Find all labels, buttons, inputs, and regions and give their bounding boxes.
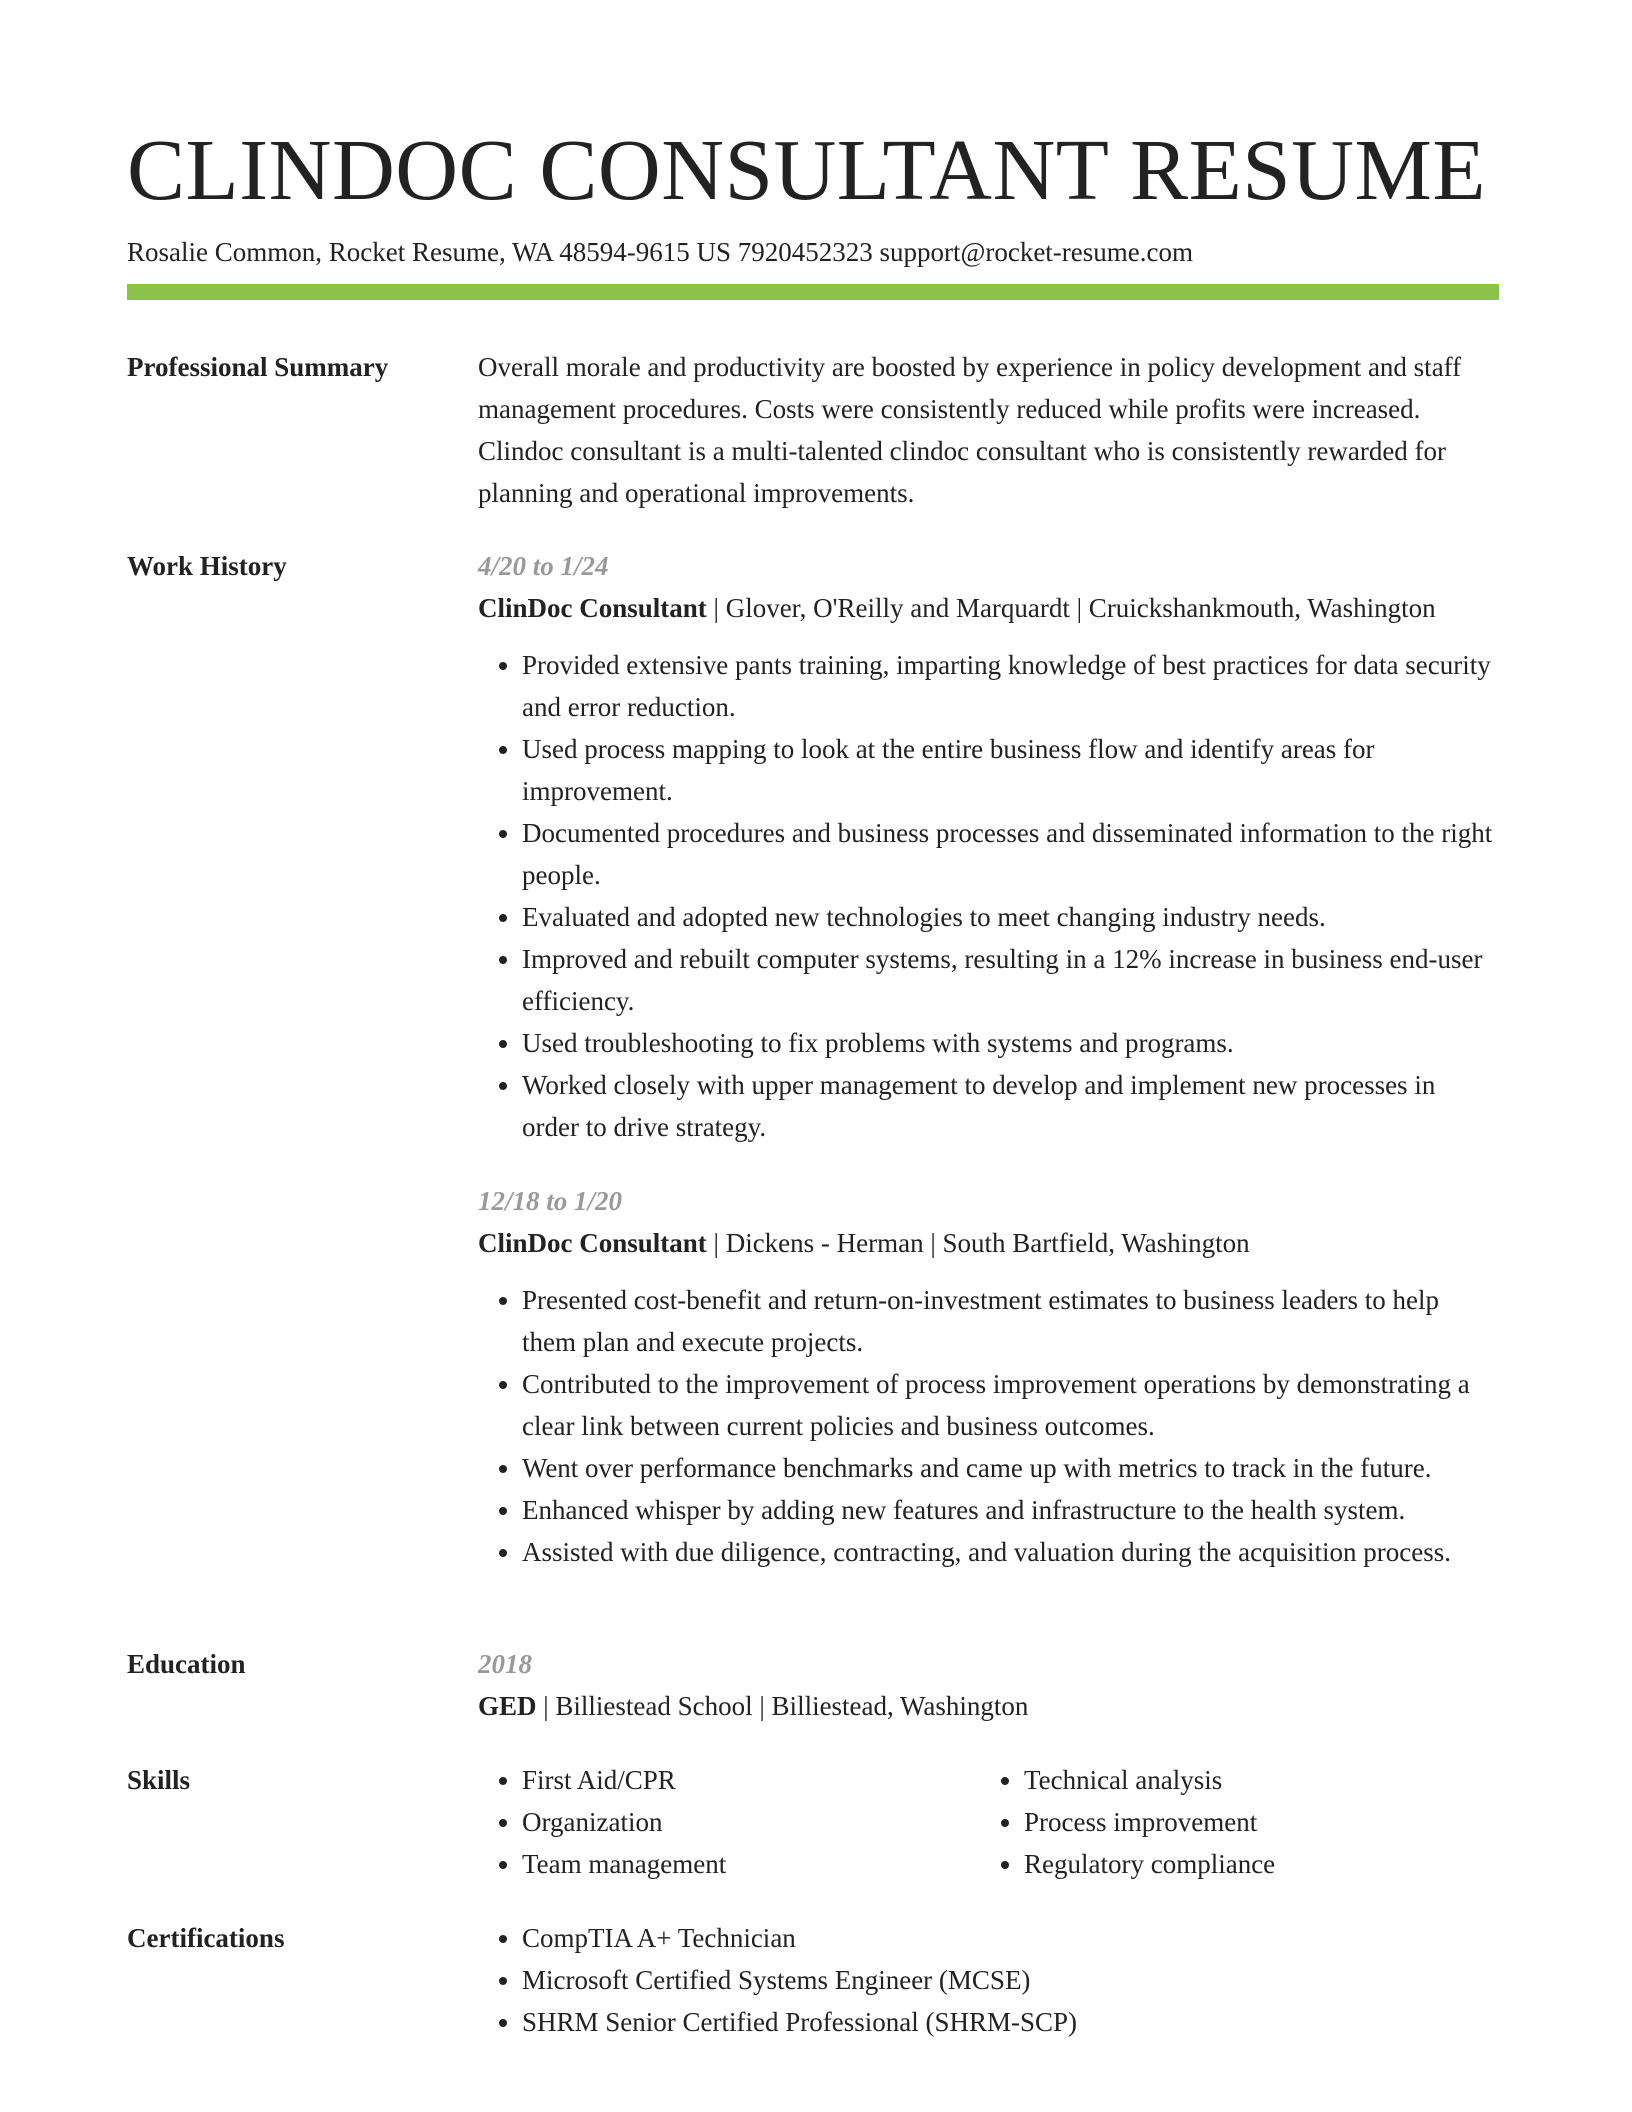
job-role-line [478, 587, 1499, 629]
job-bullet: • Used process mapping to look at the entire business flow and identify areas for improvement. [522, 728, 1499, 812]
work-history-body [478, 545, 1499, 1573]
education-degree: GED [478, 1691, 537, 1721]
job-details: | Glover, O'Reilly and Marquardt | Cruickshankmouth, Washington [706, 593, 1436, 623]
job-dates: 4/20 to 1/24 [478, 551, 609, 581]
skills-list-left [478, 1759, 980, 1885]
job-entry [478, 1180, 1499, 1573]
accent-divider [127, 284, 1499, 300]
skill-item: • Technical analysis [1024, 1759, 1482, 1801]
job-bullet: • Worked closely with upper management to develop and implement new processes in order to drive strategy. [522, 1064, 1499, 1148]
job-bullet: • Provided extensive pants training, imparting knowledge of best practices for data security and error reduction. [522, 644, 1499, 728]
contact-line: Rosalie Common, Rocket Resume, WA 48594-9615 US 7920452323 support@rocket-resume.com [127, 237, 1193, 267]
job-bullet: • Enhanced whisper by adding new features and infrastructure to the health system. [522, 1489, 1499, 1531]
section-label-work-history: Work History [127, 551, 287, 581]
skill-item: • Team management [522, 1843, 980, 1885]
job-bullet: • Contributed to the improvement of process improvement operations by demonstrating a clear link between current policies and business outcomes. [522, 1363, 1499, 1447]
skills-grid [478, 1759, 1499, 1885]
summary-body [478, 346, 1499, 514]
job-bullet: • Improved and rebuilt computer systems, resulting in a 12% increase in business end-user efficiency. [522, 938, 1499, 1022]
summary-text: Overall morale and productivity are boosted by experience in policy development and staff management procedures. Costs were consistently reduced while profits were increased. Clindoc consultant is a multi-talented clindoc consultant who is consistently rewarded for planning and operational improvements. [478, 352, 1462, 508]
job-bullet: • Used troubleshooting to fix problems with systems and programs. [522, 1022, 1499, 1064]
section-label-certifications: Certifications [127, 1923, 285, 1953]
resume-title: CLINDOC CONSULTANT RESUME [127, 121, 1487, 218]
job-bullet-list [478, 644, 1499, 1148]
section-label-summary: Professional Summary [127, 352, 389, 382]
education-details: | Billiestead School | Billiestead, Washington [536, 1691, 1029, 1721]
job-details: | Dickens - Herman | South Bartfield, Washington [706, 1228, 1250, 1258]
skill-item: • Regulatory compliance [1024, 1843, 1482, 1885]
skill-item: • First Aid/CPR [522, 1759, 980, 1801]
job-bullet: • Presented cost-benefit and return-on-investment estimates to business leaders to help them plan and execute projects. [522, 1279, 1499, 1363]
skill-item: • Organization [522, 1801, 980, 1843]
job-bullet: • Assisted with due diligence, contracting, and valuation during the acquisition process. [522, 1531, 1499, 1573]
job-bullet: • Evaluated and adopted new technologies to meet changing industry needs. [522, 896, 1499, 938]
certifications-body [478, 1917, 1499, 2043]
certification-item: • Microsoft Certified Systems Engineer (MCSE) [522, 1959, 1499, 2001]
job-bullet: • Documented procedures and business processes and disseminated information to the right people. [522, 812, 1499, 896]
resume-header [127, 118, 1499, 270]
section-label-education: Education [127, 1649, 246, 1679]
job-dates: 12/18 to 1/20 [478, 1186, 623, 1216]
certifications-list [478, 1917, 1499, 2043]
education-body [478, 1643, 1499, 1727]
job-bullet: • Went over performance benchmarks and came up with metrics to track in the future. [522, 1447, 1499, 1489]
skills-body [478, 1759, 1499, 1885]
skills-list-right [980, 1759, 1482, 1885]
job-title: ClinDoc Consultant [478, 593, 707, 623]
certification-item: • SHRM Senior Certified Professional (SHRM-SCP) [522, 2001, 1499, 2043]
job-entry [478, 545, 1499, 1148]
skill-item: • Process improvement [1024, 1801, 1482, 1843]
certification-item: • CompTIA A+ Technician [522, 1917, 1499, 1959]
education-year: 2018 [478, 1649, 532, 1679]
education-line [478, 1685, 1499, 1727]
section-label-skills: Skills [127, 1765, 191, 1795]
job-title: ClinDoc Consultant [478, 1228, 707, 1258]
job-role-line [478, 1222, 1499, 1264]
job-bullet-list [478, 1279, 1499, 1573]
